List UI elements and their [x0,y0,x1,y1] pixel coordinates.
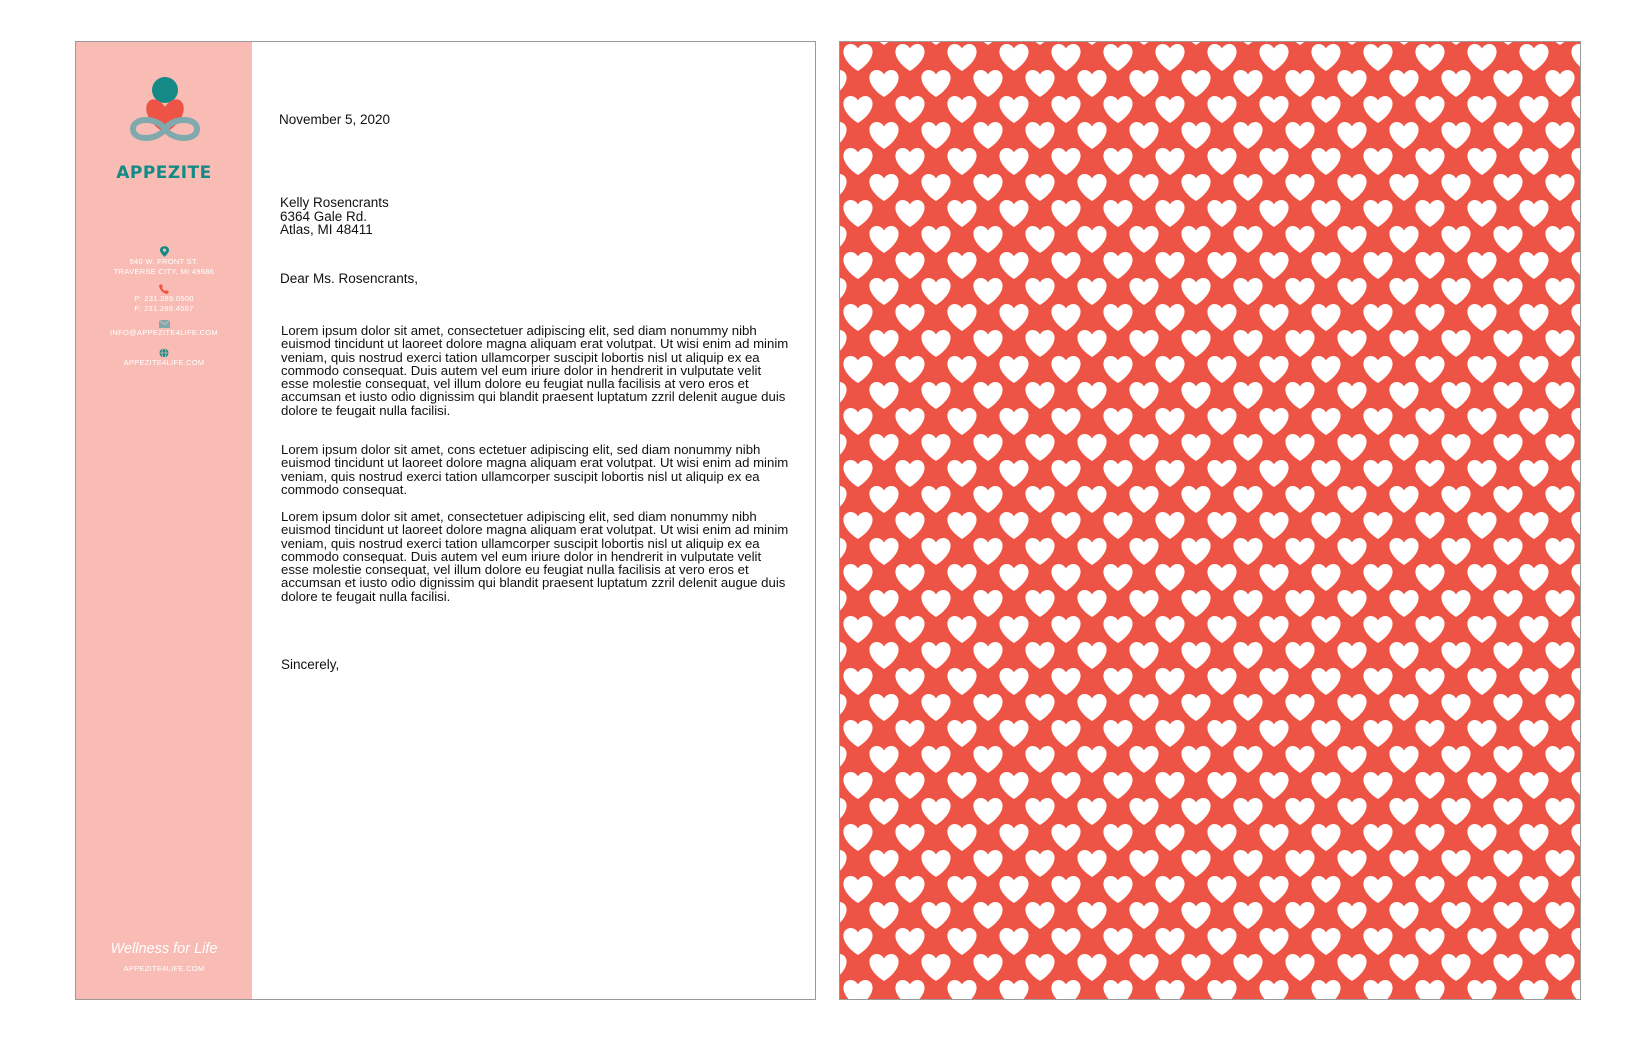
website-url: APPEZITE4LIFE.COM [123,358,205,367]
letterhead-sidebar [76,42,252,999]
phone-number: P: 231.289.0500 [134,294,194,303]
closing: Sincerely, [281,657,340,672]
heart-infinity-logo-icon [127,77,203,145]
address-block [76,246,252,277]
letterhead-page [75,41,816,1000]
paragraph-1: Lorem ipsum dolor sit amet, consectetuer adipiscing elit, sed diam nonummy nibh euismod tincidunt ut laoreet dolore magna aliquam erat volutpat. Ut wisi enim ad minim veniam, quis nostrud exerci tation ullamcorper suscipit lobortis nisl ut aliquip ex ea commodo consequat. Duis autem vel eum iriure dolor in hendrerit in vulputate velit esse molestie consequat, vel illum dolore eu feugiat nulla facilisis at vero eros et accumsan et iusto odio dignissim qui blandit praesent luptatum zzril delenit augue duis dolore te feugait nulla facilisi. [281,323,789,418]
tagline-url: APPEZITE4LIFE.COM [123,964,205,973]
address-line-1: 540 W. FRONT ST. [129,257,199,266]
fax-number: F: 231.289.4567 [134,304,194,313]
address-line-2: TRAVERSE CITY, MI 49686 [113,267,215,276]
website-block [76,348,252,368]
email-block [76,320,252,338]
greeting: Dear Ms. Rosencrants, [280,271,419,286]
paragraph-3: Lorem ipsum dolor sit amet, consectetuer adipiscing elit, sed diam nonummy nibh euismod tincidunt ut laoreet dolore magna aliquam erat volutpat. Ut wisi enim ad minim veniam, quis nostrud exerci tation ullamcorper suscipit lobortis nisl ut aliquip ex ea commodo consequat. Duis autem vel eum iriure dolor in hendrerit in vulputate velit esse molestie consequat, vel illum dolore eu feugiat nulla facilisis at vero eros et accumsan et iusto odio dignissim qui blandit praesent luptatum zzril delenit augue duis dolore te feugait nulla facilisi. [281,509,789,604]
phone-block [76,284,252,314]
heart-pattern [840,42,1581,1000]
recipient-city: Atlas, MI 48411 [280,222,373,237]
email-address: INFO@APPEZITE4LIFE.COM [110,328,218,337]
paragraph-2: Lorem ipsum dolor sit amet, cons ectetuer adipiscing elit, sed diam nonummy nibh euismod tincidunt ut laoreet dolore magna aliquam erat volutpat. Ut wisi enim ad minim veniam, quis nostrud exerci tation ullamcorper suscipit lobortis nisl ut aliquip ex ea commodo consequat. [281,442,789,497]
globe-icon [159,348,169,358]
envelope-icon [159,320,170,328]
recipient-street: 6364 Gale Rd. [280,208,368,224]
map-pin-icon [160,246,169,257]
recipient-address [280,196,389,237]
heart-pattern-page [839,41,1581,1000]
recipient-name: Kelly Rosencrants [280,195,389,210]
tagline: Wellness for Life [110,941,218,957]
phone-icon [159,284,169,294]
brand-name: APPEZITE [116,163,212,183]
letter-date: November 5, 2020 [279,112,391,127]
